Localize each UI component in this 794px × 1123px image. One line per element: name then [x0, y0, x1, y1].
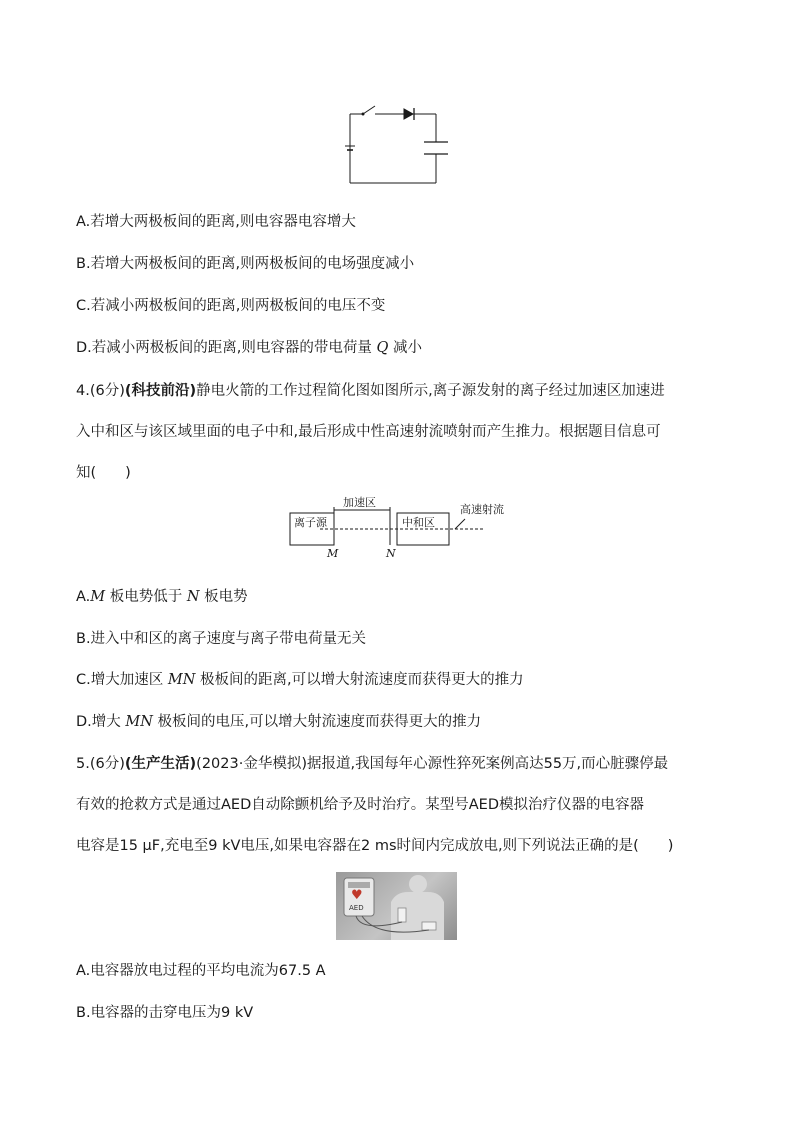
- aed-photo: [336, 872, 457, 940]
- label-plate-n: N: [386, 547, 396, 560]
- q4-stem-line2: 入中和区与该区域里面的电子中和,最后形成中性高速射流喷射而产生推力。根据题目信息可: [76, 424, 661, 440]
- q3-option-b: B.若增大两极板间的距离,则两极板间的电场强度减小: [76, 256, 415, 272]
- label-accel-zone: 加速区: [343, 496, 376, 509]
- switch-pivot: [362, 113, 365, 116]
- label-neutral-zone: 中和区: [402, 516, 435, 529]
- q3-option-d: D.若减小两极板间的距离,则电容器的带电荷量 Q 减小: [76, 340, 422, 356]
- q3-option-c: C.若减小两极板间的距离,则两极板间的电压不变: [76, 298, 386, 314]
- q5-stem-line1: 5.(6分)(生产生活)(2023·金华模拟)据报道,我国每年心源性猝死案例高达55万,而心脏骤停最: [76, 756, 669, 772]
- q4-option-b: B.进入中和区的离子速度与离子带电荷量无关: [76, 631, 367, 647]
- q3-option-a: A.若增大两极板间的距离,则电容器电容增大: [76, 214, 356, 230]
- label-ion-source: 离子源: [294, 516, 327, 529]
- q5-stem-line3: 电容是15 μF,充电至9 kV电压,如果电容器在2 ms时间内完成放电,则下列说法正确的是( ): [76, 838, 674, 854]
- q4-stem-line3: 知( ): [76, 465, 131, 481]
- q4-option-d: D.增大 MN 极板间的电压,可以增大射流速度而获得更大的推力: [76, 714, 482, 730]
- q4-stem-line1: 4.(6分)(科技前沿)静电火箭的工作过程简化图如图所示,离子源发射的离子经过加速区加速进: [76, 383, 665, 399]
- heart-icon: ♥: [351, 888, 363, 903]
- label-plate-m: M: [327, 547, 339, 560]
- label-jet: 高速射流: [460, 503, 504, 516]
- q4-option-a: A.M 板电势低于 N 板电势: [76, 589, 248, 605]
- aed-label: AED: [349, 904, 364, 912]
- q5-option-b: B.电容器的击穿电压为9 kV: [76, 1005, 254, 1021]
- circuit-diagram: [340, 100, 460, 188]
- q4-option-c: C.增大加速区 MN 极板间的距离,可以增大射流速度而获得更大的推力: [76, 672, 524, 688]
- rocket-diagram: [280, 495, 520, 565]
- q5-option-a: A.电容器放电过程的平均电流为67.5 A: [76, 963, 326, 979]
- q5-stem-line2: 有效的抢救方式是通过AED自动除颤机给予及时治疗。某型号AED模拟治疗仪器的电容器: [76, 797, 644, 813]
